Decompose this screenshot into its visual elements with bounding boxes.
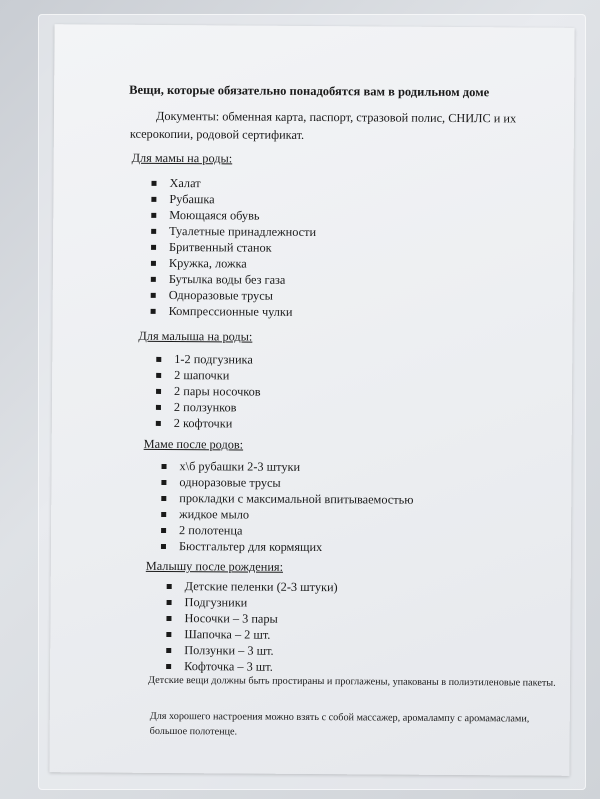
list-item: Кофточка – 3 шт. (166, 658, 337, 675)
list-item: Ползунки – 3 шт. (166, 642, 337, 659)
document-sheet (49, 24, 574, 776)
list-item: Халат (151, 175, 316, 192)
list-item: 1-2 подгузника (156, 351, 261, 368)
section-heading-baby-birth: Для малыша на роды: (138, 328, 253, 344)
list-item: 2 шапочки (156, 367, 261, 384)
note-good-mood: Для хорошего настроения можно взять с собой массажер, аромалампу с аромамаслами, большое полотенце. (149, 710, 530, 738)
list-item: Бритвенный станок (151, 239, 316, 256)
list-item: Кружка, ложка (151, 255, 316, 272)
list-item: 2 пары носочков (156, 383, 261, 400)
document-title: Вещи, которые обязательно понадобятся вам в родильном доме (129, 82, 490, 100)
list-item: Детские пеленки (2-3 штуки) (167, 578, 338, 595)
list-item: Подгузники (167, 594, 338, 611)
section-heading-baby-after: Малышу после рождения: (145, 558, 284, 574)
list-item: Компрессионные чулки (151, 303, 316, 320)
list-item: 2 полотенца (161, 522, 413, 540)
list-item: Одноразовые трусы (151, 287, 316, 304)
list-item: Носочки – 3 пары (166, 610, 337, 627)
list-mom-birth (151, 175, 317, 320)
documents-paragraph: Документы: обменная карта, паспорт, стразовой полис, СНИЛС и их ксерокопии, родовой сертификат. (129, 108, 517, 142)
list-baby-birth (156, 351, 261, 432)
list-item: 2 ползунков (156, 399, 261, 416)
list-item: Моющаяся обувь (151, 207, 316, 224)
list-baby-after (166, 578, 338, 675)
list-item: Бюстгальтер для кормящих (161, 538, 413, 556)
list-item: Туалетные принадлежности (151, 223, 316, 240)
list-item: Шапочка – 2 шт. (166, 626, 337, 643)
list-item: одноразовые трусы (161, 474, 413, 492)
list-item: 2 кофточки (156, 415, 261, 432)
section-heading-mom-birth: Для мамы на роды: (131, 150, 233, 166)
list-item: жидкое мыло (161, 506, 413, 524)
note-baby-clothes: Детские вещи должны быть простираны и проглажены, упакованы в полиэтиленовые пакеты. (148, 674, 556, 689)
section-heading-mom-after: Маме после родов: (143, 436, 244, 452)
list-item: х\б рубашки 2-3 штуки (161, 458, 413, 476)
list-item: Рубашка (151, 191, 316, 208)
list-item: прокладки с максимальной впитываемостью (161, 490, 413, 508)
list-mom-after (161, 458, 414, 556)
list-item: Бутылка воды без газа (151, 271, 316, 288)
